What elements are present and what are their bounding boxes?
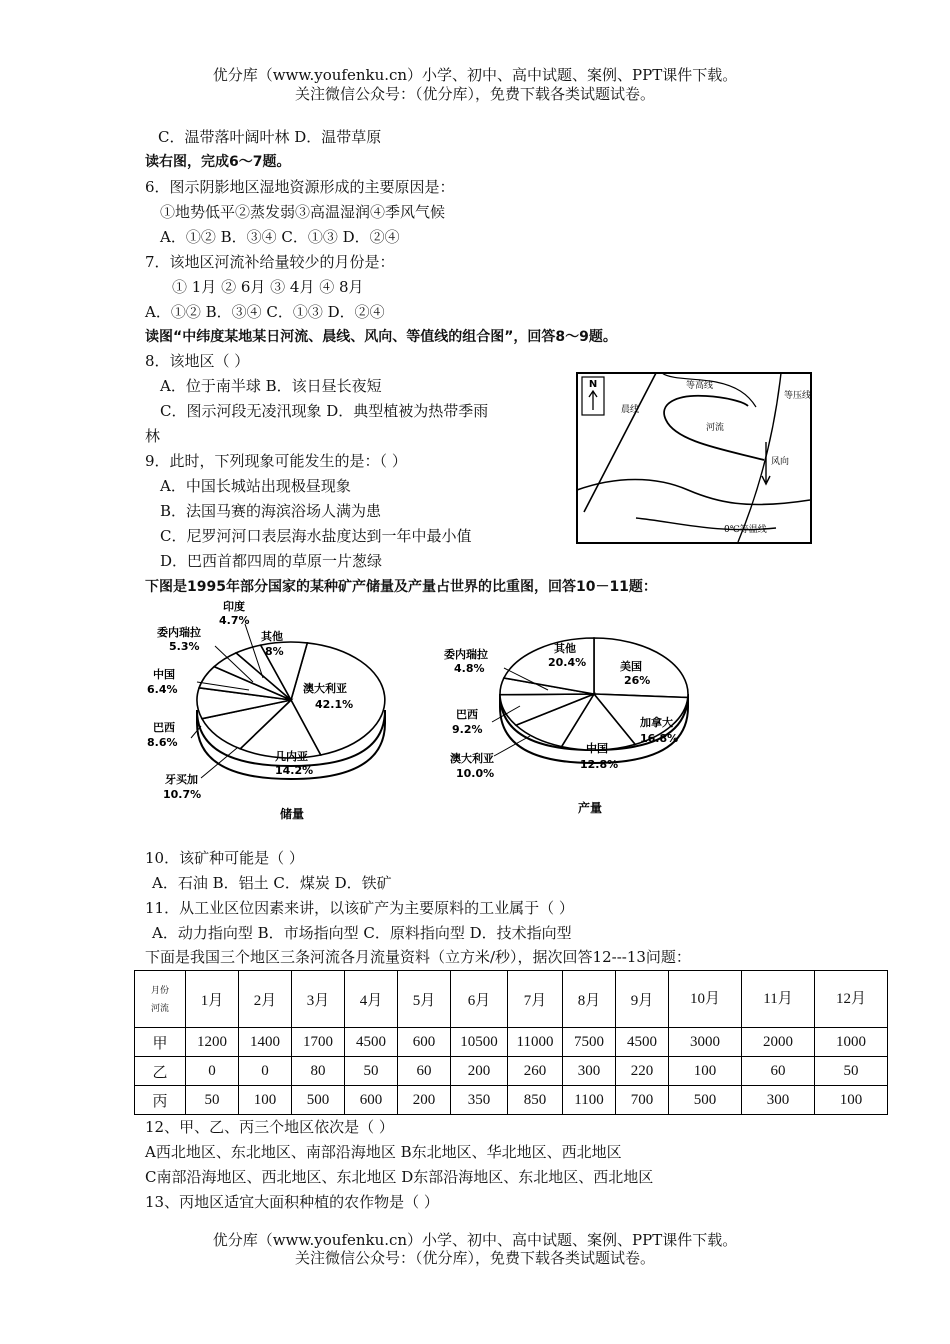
- q8-options-ab: A．位于南半球 B．该日昼长夜短: [160, 377, 382, 395]
- north-label: N: [588, 379, 598, 390]
- flow-cell: 60: [742, 1057, 815, 1086]
- reserves-label-jam: 牙买加: [165, 773, 198, 786]
- q9-option-a: A．中国长城站出现极昼现象: [160, 477, 351, 495]
- production-title: 产量: [578, 801, 603, 815]
- month-header: 5月: [398, 971, 451, 1028]
- flow-cell: 600: [398, 1028, 451, 1057]
- flow-cell: 10500: [451, 1028, 508, 1057]
- month-header: 2月: [239, 971, 292, 1028]
- reserves-label-chn: 中国: [153, 668, 175, 681]
- flow-cell: 80: [292, 1057, 345, 1086]
- reserves-value-aus: 42.1%: [315, 698, 354, 711]
- production-label-chn: 中国: [586, 742, 608, 755]
- reserves-label-gui: 几内亚: [275, 750, 308, 763]
- map-label-river: 河流: [706, 423, 725, 433]
- header-line-2: 关注微信公众号：（优分库），免费下载各类试题试卷。: [294, 85, 655, 103]
- flow-cell: 1700: [292, 1028, 345, 1057]
- q8-options-cd-wrap: 林: [145, 427, 161, 445]
- flow-cell: 1000: [815, 1028, 888, 1057]
- table-row: [135, 1057, 888, 1086]
- combination-map: [576, 372, 812, 544]
- flow-cell: 300: [563, 1057, 616, 1086]
- reserves-label-ind: 印度: [223, 600, 245, 613]
- q13-stem: 13、丙地区适宜大面积种植的农作物是（ ）: [145, 1193, 439, 1211]
- month-header: 10月: [669, 971, 742, 1028]
- table-row: [135, 1028, 888, 1057]
- q9-option-d: D．巴西首都四周的草原一片葱绿: [160, 552, 383, 570]
- map-label-isobar: 等压线: [784, 391, 812, 401]
- reserves-pie-chart: [145, 598, 395, 820]
- flow-cell: 200: [398, 1086, 451, 1115]
- reserves-value-bra: 8.6%: [147, 736, 178, 749]
- flow-cell: 600: [345, 1086, 398, 1115]
- flow-cell: 220: [616, 1057, 669, 1086]
- reserves-label-oth: 其他: [261, 630, 283, 643]
- month-header: 3月: [292, 971, 345, 1028]
- table-intro: 下面是我国三个地区三条河流各月流量资料（立方米/秒），据次回答12---13问题：: [145, 948, 691, 966]
- river-flow-table: [134, 970, 888, 1115]
- flow-cell: 50: [815, 1057, 888, 1086]
- q9-option-b: B．法国马赛的海滨浴场人满为患: [160, 502, 382, 520]
- reserves-value-jam: 10.7%: [163, 788, 202, 801]
- q12-stem: 12、甲、乙、丙三个地区依次是（ ）: [145, 1118, 394, 1136]
- river-name: 丙: [135, 1086, 186, 1115]
- reserves-value-gui: 14.2%: [275, 764, 314, 777]
- header-line-1: 优分库（www.youfenku.cn）小学、初中、高中试题、案例、PPT课件下载。: [212, 66, 738, 84]
- reserves-label-bra: 巴西: [153, 721, 175, 734]
- production-label-ven: 委内瑞拉: [444, 648, 488, 661]
- flow-cell: 500: [669, 1086, 742, 1115]
- flow-cell: 350: [451, 1086, 508, 1115]
- reserves-value-chn: 6.4%: [147, 683, 178, 696]
- flow-cell: 0: [186, 1057, 239, 1086]
- flow-cell: 50: [345, 1057, 398, 1086]
- production-value-aus: 10.0%: [456, 767, 495, 780]
- table-header-row: [135, 971, 888, 1028]
- river-name: 甲: [135, 1028, 186, 1057]
- q6-stem: 6．图示阴影地区湿地资源形成的主要原因是：: [145, 178, 455, 196]
- flow-cell: 300: [742, 1086, 815, 1115]
- production-label-oth: 其他: [554, 642, 576, 655]
- flow-cell: 260: [508, 1057, 563, 1086]
- production-label-usa: 美国: [620, 660, 642, 673]
- flow-cell: 3000: [669, 1028, 742, 1057]
- table-corner: [135, 971, 186, 1028]
- production-value-usa: 26%: [624, 674, 651, 687]
- section-8-9-intro: 读图“中纬度某地某日河流、晨线、风向、等值线的组合图”，回答8～9题。: [145, 329, 617, 345]
- reserves-value-ind: 4.7%: [219, 614, 250, 627]
- flow-cell: 700: [616, 1086, 669, 1115]
- corner-top-label: 月份: [150, 985, 169, 995]
- month-header: 11月: [742, 971, 815, 1028]
- month-header: 7月: [508, 971, 563, 1028]
- flow-cell: 4500: [616, 1028, 669, 1057]
- production-value-can: 16.8%: [640, 732, 679, 745]
- q10-options: A．石油 B．铝土 C．煤炭 D．铁矿: [152, 874, 392, 892]
- production-value-bra: 9.2%: [452, 723, 483, 736]
- production-value-oth: 20.4%: [548, 656, 587, 669]
- section-6-7-intro: 读右图，完成6～7题。: [145, 154, 291, 170]
- production-value-ven: 4.8%: [454, 662, 485, 675]
- q7-items: ① 1月 ② 6月 ③ 4月 ④ 8月: [172, 278, 364, 296]
- q10-stem: 10．该矿种可能是（ ）: [145, 849, 304, 867]
- production-label-bra: 巴西: [456, 708, 478, 721]
- flow-cell: 200: [451, 1057, 508, 1086]
- q8-options-cd: C．图示河段无凌汛现象 D．典型植被为热带季雨: [160, 402, 489, 420]
- flow-cell: 60: [398, 1057, 451, 1086]
- q6-options: A．①② B．③④ C．①③ D．②④: [160, 228, 400, 246]
- production-label-aus: 澳大利亚: [450, 752, 494, 765]
- flow-cell: 2000: [742, 1028, 815, 1057]
- flow-cell: 7500: [563, 1028, 616, 1057]
- q12-options-ab: A西北地区、东北地区、南部沿海地区 B东北地区、华北地区、西北地区: [145, 1143, 622, 1161]
- river-name: 乙: [135, 1057, 186, 1086]
- month-header: 4月: [345, 971, 398, 1028]
- q12-options-cd: C南部沿海地区、西北地区、东北地区 D东部沿海地区、东北地区、西北地区: [145, 1168, 654, 1186]
- q11-options: A．动力指向型 B．市场指向型 C．原料指向型 D．技术指向型: [152, 924, 572, 942]
- production-pie-chart: [444, 610, 694, 820]
- month-header: 6月: [451, 971, 508, 1028]
- month-header: 1月: [186, 971, 239, 1028]
- q7-stem: 7．该地区河流补给量较少的月份是：: [145, 253, 395, 271]
- flow-cell: 1400: [239, 1028, 292, 1057]
- map-label-dawn: 晨线: [621, 405, 640, 415]
- q11-stem: 11．从工业区位因素来讲，以该矿产为主要原料的工业属于（ ）: [145, 899, 574, 917]
- q8-stem: 8．该地区（ ）: [145, 352, 250, 370]
- flow-cell: 0: [239, 1057, 292, 1086]
- flow-cell: 1200: [186, 1028, 239, 1057]
- production-label-can: 加拿大: [640, 716, 673, 729]
- reserves-label-aus: 澳大利亚: [303, 682, 347, 695]
- map-label-contour: 等高线: [686, 381, 714, 391]
- reserves-label-ven: 委内瑞拉: [157, 626, 201, 639]
- flow-cell: 100: [815, 1086, 888, 1115]
- q9-stem: 9．此时，下列现象可能发生的是：（ ）: [145, 452, 407, 470]
- corner-bottom-label: 河流: [150, 1003, 169, 1013]
- section-10-11-intro: 下图是1995年部分国家的某种矿产储量及产量占世界的比重图，回答10－11题：: [145, 579, 657, 595]
- production-value-chn: 12.8%: [580, 758, 619, 771]
- map-label-isotherm: 0℃等温线: [724, 525, 767, 535]
- flow-cell: 11000: [508, 1028, 563, 1057]
- map-label-wind: 风向: [771, 457, 790, 467]
- reserves-title: 储量: [280, 807, 305, 820]
- q9-option-c: C．尼罗河河口表层海水盐度达到一年中最小值: [160, 527, 472, 545]
- reserves-value-oth: 8%: [265, 645, 284, 658]
- table-row: [135, 1086, 888, 1115]
- reserves-value-ven: 5.3%: [169, 640, 200, 653]
- month-header: 9月: [616, 971, 669, 1028]
- q7-options: A．①② B．③④ C．①③ D．②④: [145, 303, 385, 321]
- footer-line-1: 优分库（www.youfenku.cn）小学、初中、高中试题、案例、PPT课件下载。: [212, 1231, 738, 1249]
- flow-cell: 100: [239, 1086, 292, 1115]
- flow-cell: 850: [508, 1086, 563, 1115]
- flow-cell: 100: [669, 1057, 742, 1086]
- month-header: 8月: [563, 971, 616, 1028]
- q6-items: ①地势低平②蒸发弱③高温湿润④季风气候: [160, 203, 446, 221]
- q5-options-cd: C．温带落叶阔叶林 D．温带草原: [158, 128, 382, 146]
- flow-cell: 4500: [345, 1028, 398, 1057]
- month-header: 12月: [815, 971, 888, 1028]
- flow-cell: 500: [292, 1086, 345, 1115]
- footer-line-2: 关注微信公众号：（优分库），免费下载各类试题试卷。: [294, 1249, 655, 1267]
- flow-cell: 1100: [563, 1086, 616, 1115]
- flow-cell: 50: [186, 1086, 239, 1115]
